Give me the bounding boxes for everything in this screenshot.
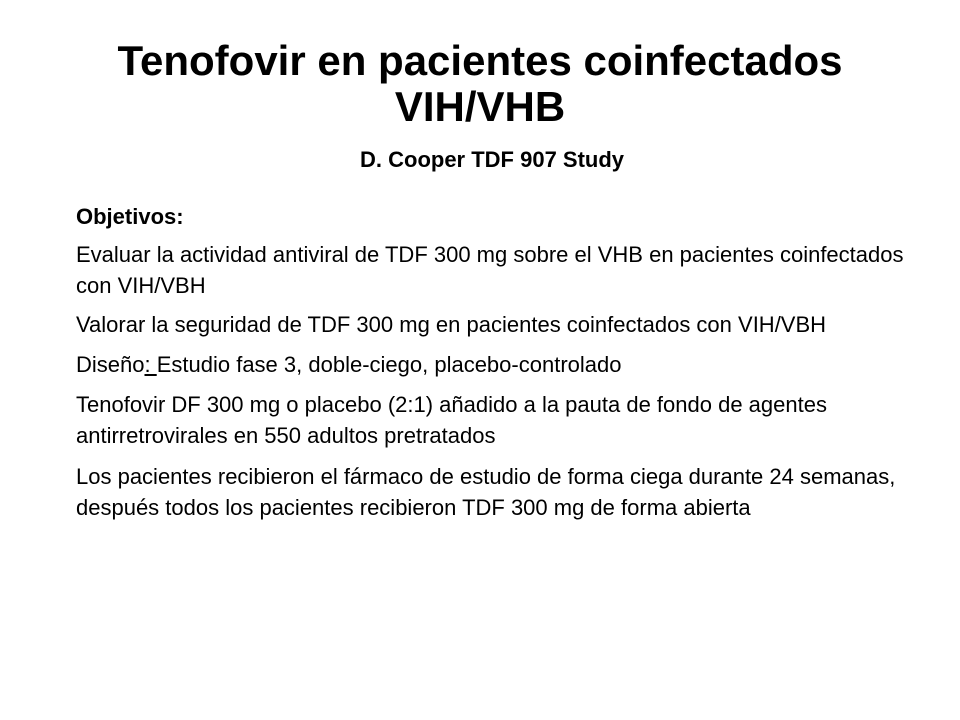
objective-antiviral-activity: Evaluar la actividad antiviral de TDF 300 mg sobre el VHB en pacientes coinfectados con VIH/VBH bbox=[76, 242, 904, 298]
slide-subtitle: D. Cooper TDF 907 Study bbox=[360, 147, 625, 172]
design-text: Estudio fase 3, doble-ciego, placebo-controlado bbox=[156, 352, 622, 377]
design-separator: : bbox=[144, 352, 157, 377]
followup-description: Los pacientes recibieron el fármaco de estudio de forma ciega durante 24 semanas, después todos los pacientes recibieron TDF 300 mg de forma abierta bbox=[76, 464, 896, 520]
slide-body bbox=[76, 200, 906, 531]
treatment-description: Tenofovir DF 300 mg o placebo (2:1) añadido a la pauta de fondo de agentes antirretrovirales en 550 adultos pretratados bbox=[76, 392, 827, 448]
study-design bbox=[76, 348, 906, 381]
objectives-heading: Objetivos: bbox=[76, 204, 184, 229]
slide-title: Tenofovir en pacientes coinfectados VIH/VHB bbox=[117, 37, 843, 130]
objective-safety: Valorar la seguridad de TDF 300 mg en pacientes coinfectados con VIH/VBH bbox=[76, 312, 827, 337]
design-label: Diseño bbox=[76, 352, 145, 377]
